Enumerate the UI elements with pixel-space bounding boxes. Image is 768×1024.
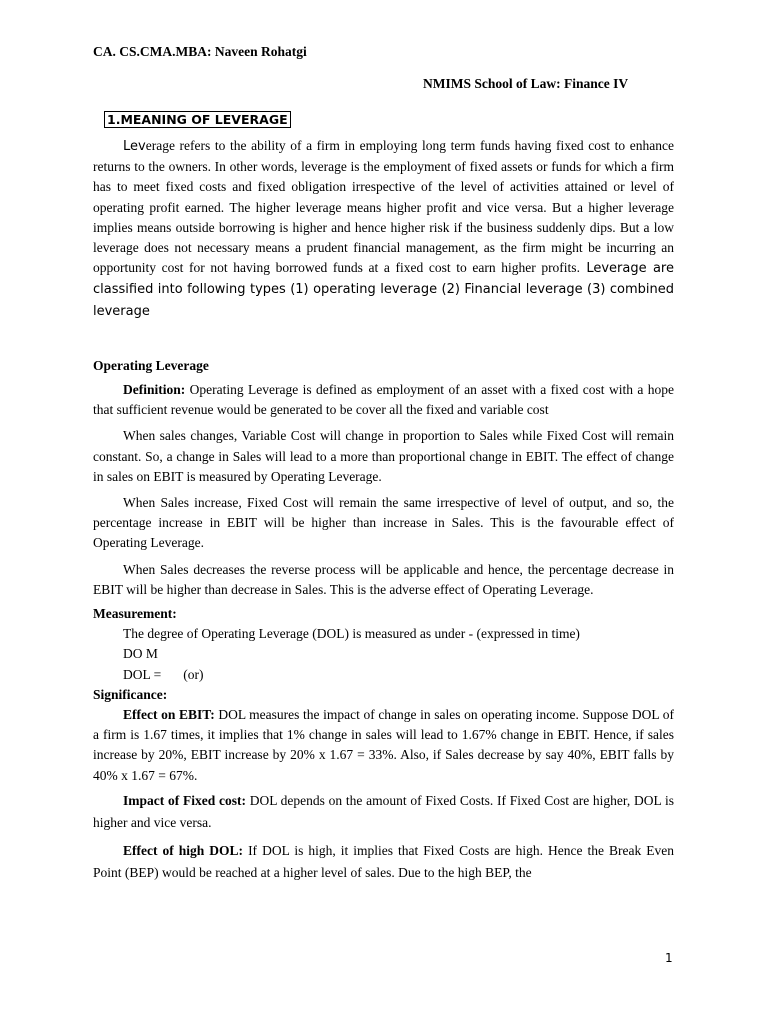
measurement-dom: DO M	[123, 646, 158, 662]
measurement-formula	[93, 665, 674, 685]
high-dol-text: If DOL is high, it implies that Fixed Costs are high. Hence the Break Even Point (BEP) would be reached at a higher level of sales. Due to the high BEP, the	[93, 842, 674, 880]
sales-change-paragraph: When sales changes, Variable Cost will change in proportion to Sales while Fixed Cost will remain constant. So, a change in Sales will lead to a more than proportional change in EBIT. The effect of change in sales on EBIT is measured by Operating Leverage.	[93, 428, 674, 484]
section-title: 1.MEANING OF LEVERAGE	[104, 111, 291, 128]
intro-paragraph	[93, 136, 674, 322]
definition-paragraph	[93, 380, 674, 420]
page-number: 1	[665, 951, 673, 965]
fixed-cost-text: DOL depends on the amount of Fixed Costs. If Fixed Cost are higher, DOL is higher and vice versa.	[93, 792, 674, 830]
high-dol-label: Effect of high DOL:	[123, 842, 244, 858]
definition-text: Operating Leverage is defined as employment of an asset with a fixed cost with a hope that sufficient revenue would be generated to be cover all the fixed and variable cost	[93, 382, 674, 418]
intro-tail: Leverage are classified into following types (1) operating leverage (2) Financial leverage (3) combined leverage	[93, 261, 674, 319]
header-author: CA. CS.CMA.MBA: Naveen Rohatgi	[93, 44, 307, 59]
dol-label: DOL =	[123, 666, 162, 682]
significance-heading: Significance:	[93, 686, 168, 702]
fixed-cost-label: Impact of Fixed cost:	[123, 792, 246, 808]
measurement-heading: Measurement:	[93, 606, 177, 622]
body-content	[93, 136, 674, 884]
definition-label: Definition:	[123, 382, 186, 398]
sales-increase-paragraph: When Sales increase, Fixed Cost will remain the same irrespective of level of output, and so, the percentage increase in EBIT will be higher than increase in Sales. This is the favourable effect of Operating Leverage.	[93, 495, 674, 551]
fixed-cost-paragraph	[93, 790, 674, 834]
measurement-line: The degree of Operating Leverage (DOL) is measured as under - (expressed in time)	[123, 626, 580, 642]
operating-leverage-heading: Operating Leverage	[93, 357, 209, 373]
header-course: NMIMS School of Law: Finance IV	[423, 76, 629, 91]
sales-decrease-paragraph: When Sales decreases the reverse process will be applicable and hence, the percentage decrease in EBIT will be higher than decrease in Sales. This is the adverse effect of Operating Leverage.	[93, 561, 674, 597]
intro-lead: Lev	[123, 139, 146, 154]
effect-ebit-text: DOL measures the impact of change in sales on operating income. Suppose DOL of a firm is 1.67 times, it implies that 1% change in sales will lead to 1.67% change in EBIT. Hence, if sales increase by 20%, EBIT increase by 20% x 1.67 = 33%. Also, if Sales decrease by say 40%, EBIT falls by 40% x 1.67 = 67%.	[93, 707, 674, 783]
effect-ebit-label: Effect on EBIT:	[123, 707, 215, 723]
effect-ebit-paragraph	[93, 705, 674, 786]
intro-text: erage refers to the ability of a firm in employing long term funds having fixed cost to enhance returns to the owners. In other words, leverage is the employment of fixed assets or funds for which a firm has to meet fixed costs and fixed obligation irrespective of the level of activities attained or level of operating profit earned. The higher leverage means higher profit and vice versa. But a higher leverage implies means outside borrowing is higher and hence higher risk if the business suddenly dips. But a low leverage does not necessary means a prudent financial management, as the firm might be incurring an opportunity cost for not having borrowed funds at a fixed cost to earn higher profits.	[93, 138, 674, 276]
high-dol-paragraph	[93, 840, 674, 884]
or-label: (or)	[183, 666, 204, 682]
